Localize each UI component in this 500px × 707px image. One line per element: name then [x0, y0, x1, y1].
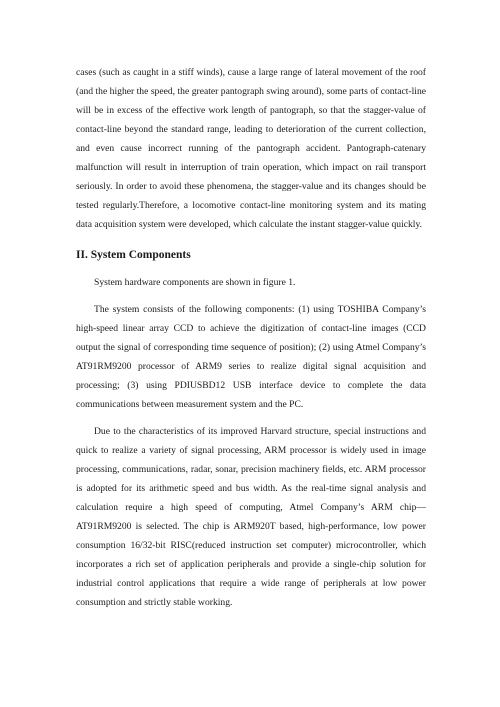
paragraph-arm: Due to the characteristics of its improved Harvard structure, special instructions and quick to realize a variety of signal processing, ARM processor is widely used in image processing, communications, radar, sonar, precision machinery fields, etc. ARM processor is adopted for its arithmetic speed and bus width. As the real-time signal analysis and calculation require a high speed of computing, Atmel Company’s ARM chip—AT91RM9200 is selected. The chip is ARM920T based, high-performance, low power consumption 16/32-bit RISC(reduced instruction set computer) microcontroller, which incorporates a rich set of application peripherals and provide a single-chip solution for industrial control applications that require a wide range of peripherals at low power consumption and strictly stable working. — [76, 426, 426, 608]
paragraph-components: The system consists of the following components: (1) using TOSHIBA Company’s high-speed linear array CCD to achieve the digitization of contact-line images (CCD output the signal of corresponding time sequence of position); (2) using Atmel Company’s AT91RM9200 processor of ARM9 series to realize digital signal acquisition and processing; (3) using PDIUSBD12 USB interface device to complete the data communications between measurement system and the PC. — [76, 304, 426, 410]
paragraph-intro-continued: cases (such as caught in a stiff winds), cause a large range of lateral movement of the roof (and the higher the speed, the greater pantograph swing around), some parts of contact-line will be in excess of the effective work length of pantograph, so that the stagger-value of contact-line beyond the standard range, leading to deterioration of the current collection, and even cause incorrect running of the pantograph accident. Pantograph-catenary malfunction will result in interruption of train operation, which impact on rail transport seriously. In order to avoid these phenomena, the stagger-value and its changes should be tested regularly.Therefore, a locomotive contact-line monitoring system and its mating data acquisition system were developed, which calculate the instant stagger-value quickly. — [76, 67, 426, 230]
paper-page — [76, 63, 426, 612]
section-heading-system-components: II. System Components — [76, 249, 191, 261]
paragraph-hardware: System hardware components are shown in figure 1. — [94, 277, 296, 288]
